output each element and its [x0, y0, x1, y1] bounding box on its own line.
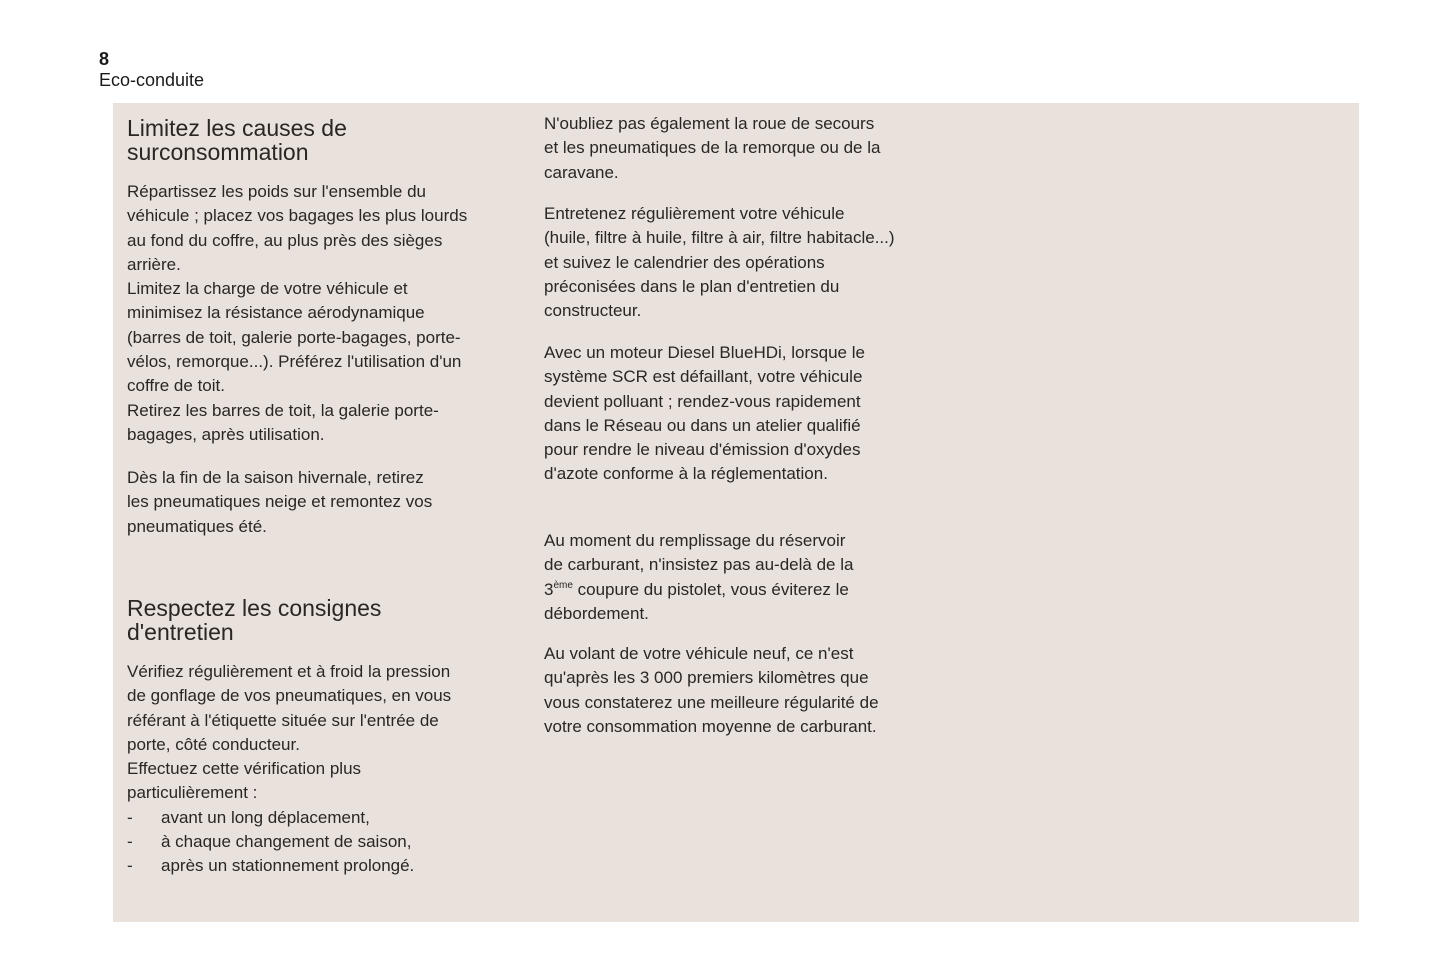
text-line: Au moment du remplissage du réservoir: [544, 531, 846, 550]
text-line: et suivez le calendrier des opérations: [544, 252, 825, 272]
paragraph-pneus-hiver: [127, 466, 432, 539]
paragraph-roue-secours: [544, 112, 880, 185]
text-line: débordement.: [544, 603, 649, 623]
heading-line: d'entretien: [127, 619, 234, 645]
text-line: Entretenez régulièrement votre véhicule: [544, 204, 845, 223]
text-line: qu'après les 3 000 premiers kilomètres que: [544, 668, 869, 688]
text-line: d'azote conforme à la réglementation.: [544, 464, 828, 484]
text-line: Répartissez les poids sur l'ensemble du: [127, 182, 427, 201]
text-line: Retirez les barres de toit, la galerie porte-: [127, 400, 439, 420]
text-line: N'oubliez pas également la roue de secours: [544, 114, 875, 133]
list-item: [127, 806, 451, 830]
text-line: particulièrement :: [127, 783, 258, 803]
text-line: dans le Réseau ou dans un atelier qualifié: [544, 415, 861, 435]
paragraph-repartition: [127, 180, 467, 447]
text-line: pour rendre le niveau d'émission d'oxydes: [544, 440, 861, 460]
text-line: Vérifiez régulièrement et à froid la pression: [127, 662, 451, 681]
paragraph-bluehdi: [544, 341, 865, 487]
text-fragment: coupure du pistolet, vous éviterez le: [572, 579, 849, 599]
text-line: vous constaterez une meilleure régularité de: [544, 692, 879, 712]
text-line: préconisées dans le plan d'entretien du: [544, 276, 840, 296]
bullet-dash: -: [127, 832, 133, 852]
text-line: (barres de toit, galerie porte-bagages, porte-: [127, 327, 461, 347]
text-line: constructeur.: [544, 301, 642, 321]
bullet-dash: -: [127, 807, 133, 827]
text-line: système SCR est défaillant, votre véhicule: [544, 367, 863, 387]
bullet-list: [127, 806, 451, 879]
paragraph-pression: [127, 660, 451, 879]
list-item-text: à chaque changement de saison,: [161, 832, 412, 852]
heading-line: Limitez les causes de: [127, 115, 347, 141]
bullet-dash: -: [127, 856, 133, 876]
ordinal-number: 3: [544, 579, 554, 599]
list-item-text: avant un long déplacement,: [161, 807, 370, 827]
heading-line: Respectez les consignes: [127, 595, 382, 621]
text-line: minimisez la résistance aérodynamique: [127, 303, 425, 323]
heading-line: surconsommation: [127, 139, 309, 165]
content-panel: [113, 103, 1359, 922]
heading-surconsommation: [127, 116, 347, 164]
text-line: Au volant de votre véhicule neuf, ce n'est: [544, 644, 854, 663]
paragraph-vehicule-neuf: [544, 642, 879, 739]
text-line: arrière.: [127, 254, 181, 274]
heading-entretien: [127, 596, 381, 644]
text-line: référant à l'étiquette située sur l'entrée de: [127, 710, 439, 730]
text-line: et les pneumatiques de la remorque ou de la: [544, 138, 881, 158]
text-line: (huile, filtre à huile, filtre à air, filtre habitacle...): [544, 228, 895, 248]
text-line: coffre de toit.: [127, 376, 225, 396]
list-item: [127, 854, 451, 878]
text-line: Dès la fin de la saison hivernale, retirez: [127, 468, 424, 487]
list-item: [127, 830, 451, 854]
text-line: Effectuez cette vérification plus: [127, 759, 362, 779]
text-line: de gonflage de vos pneumatiques, en vous: [127, 686, 452, 706]
text-line: caravane.: [544, 162, 619, 182]
text-line: Avec un moteur Diesel BlueHDi, lorsque le: [544, 343, 865, 362]
text-line: Limitez la charge de votre véhicule et: [127, 279, 408, 299]
text-line: votre consommation moyenne de carburant.: [544, 716, 877, 736]
text-line: véhicule ; placez vos bagages les plus lourds: [127, 206, 468, 226]
text-line: bagages, après utilisation.: [127, 424, 325, 444]
text-line: les pneumatiques neige et remontez vos: [127, 492, 433, 512]
section-title: Eco-conduite: [99, 70, 205, 90]
text-line: vélos, remorque...). Préférez l'utilisation d'un: [127, 352, 462, 372]
text-line: de carburant, n'insistez pas au-delà de la: [544, 555, 854, 575]
ordinal-suffix: ème: [553, 579, 573, 591]
text-line: devient polluant ; rendez-vous rapidement: [544, 391, 861, 411]
text-line: pneumatiques été.: [127, 516, 267, 536]
list-item-text: après un stationnement prolongé.: [161, 856, 415, 876]
text-line: porte, côté conducteur.: [127, 734, 300, 754]
paragraph-remplissage: [544, 529, 853, 626]
text-line: [544, 578, 853, 602]
paragraph-entretien-vehicule: [544, 202, 895, 323]
text-line: au fond du coffre, au plus près des sièges: [127, 230, 443, 250]
page-number: 8: [99, 49, 110, 69]
